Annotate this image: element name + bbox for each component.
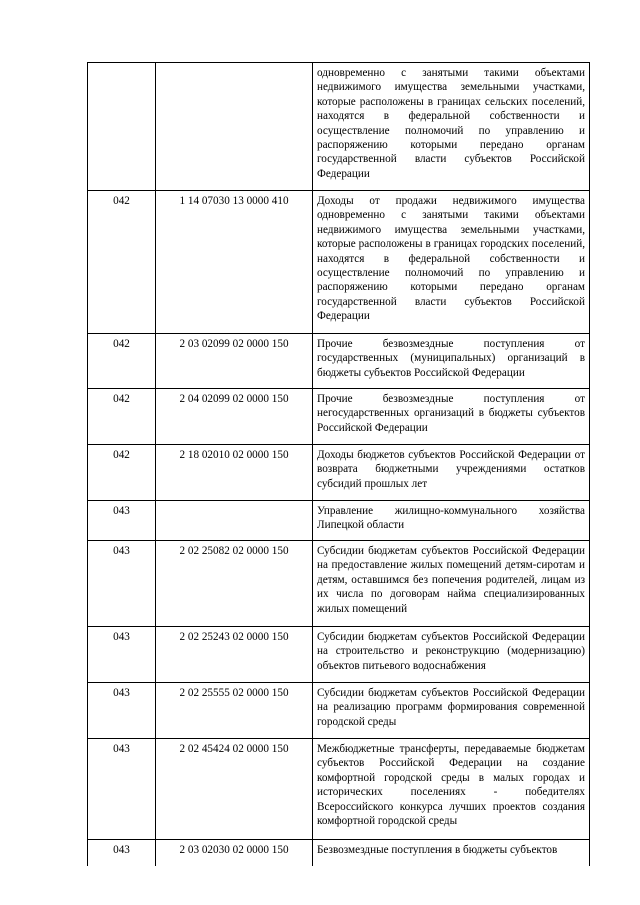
table-row — [88, 191, 590, 334]
table-row — [88, 541, 590, 627]
administrator-code-cell: 043 — [88, 541, 156, 627]
revenue-name-cell: Субсидии бюджетам субъектов Российской Федерации на реализацию программ формирования современной городской среды — [313, 683, 590, 739]
revenue-name-cell: Межбюджетные трансферты, передаваемые бюджетам субъектов Российской Федерации на создание комфортной городской среды в малых городах и исторических поселениях - победителях Всероссийского конкурса лучших проектов создания комфортной городской среды — [313, 739, 590, 840]
table-row — [88, 627, 590, 683]
administrator-code-cell: 042 — [88, 445, 156, 501]
revenue-name-cell: Управление жилищно-коммунального хозяйства Липецкой области — [313, 501, 590, 541]
administrator-code-cell: 043 — [88, 501, 156, 541]
administrator-code-cell: 043 — [88, 683, 156, 739]
administrator-code-cell — [88, 63, 156, 191]
table-row — [88, 840, 590, 866]
administrator-code-cell: 042 — [88, 191, 156, 334]
table-row — [88, 445, 590, 501]
budget-code-cell: 2 02 25082 02 0000 150 — [156, 541, 313, 627]
administrator-code-cell: 042 — [88, 334, 156, 389]
budget-code-cell: 2 03 02030 02 0000 150 — [156, 840, 313, 866]
budget-code-cell: 2 02 25555 02 0000 150 — [156, 683, 313, 739]
revenue-name-cell: Субсидии бюджетам субъектов Российской Федерации на строительство и реконструкцию (модернизацию) объектов питьевого водоснабжения — [313, 627, 590, 683]
table-row — [88, 501, 590, 541]
budget-code-cell: 1 14 07030 13 0000 410 — [156, 191, 313, 334]
budget-code-cell — [156, 501, 313, 541]
administrator-code-cell: 043 — [88, 840, 156, 866]
budget-code-cell: 2 18 02010 02 0000 150 — [156, 445, 313, 501]
budget-code-cell — [156, 63, 313, 191]
revenue-classification-table — [87, 62, 590, 866]
administrator-code-cell: 043 — [88, 627, 156, 683]
revenue-name-cell: Прочие безвозмездные поступления от негосударственных организаций в бюджеты субъектов Российской Федерации — [313, 389, 590, 445]
revenue-name-cell: Прочие безвозмездные поступления от государственных (муниципальных) организаций в бюджеты субъектов Российской Федерации — [313, 334, 590, 389]
table-row — [88, 63, 590, 191]
table-row — [88, 739, 590, 840]
revenue-name-cell: Безвозмездные поступления в бюджеты субъектов — [313, 840, 590, 866]
budget-code-cell: 2 02 25243 02 0000 150 — [156, 627, 313, 683]
revenue-name-cell: Доходы от продажи недвижимого имущества одновременно с занятыми такими объектами недвижимого имущества земельными участками, которые расположены в границах городских поселений, находятся в федеральной собственности и осуществление полномочий по управлению и распоряжению которыми передано органам государственной власти субъектов Российской Федерации — [313, 191, 590, 334]
administrator-code-cell: 042 — [88, 389, 156, 445]
table-row — [88, 334, 590, 389]
budget-code-cell: 2 03 02099 02 0000 150 — [156, 334, 313, 389]
revenue-name-cell: Субсидии бюджетам субъектов Российской Федерации на предоставление жилых помещений детям-сиротам и детям, оставшимся без попечения родителей, лицам из их числа по договорам найма специализированных жилых помещений — [313, 541, 590, 627]
table-row — [88, 683, 590, 739]
budget-code-cell: 2 02 45424 02 0000 150 — [156, 739, 313, 840]
table-row — [88, 389, 590, 445]
budget-code-cell: 2 04 02099 02 0000 150 — [156, 389, 313, 445]
administrator-code-cell: 043 — [88, 739, 156, 840]
revenue-name-cell: одновременно с занятыми такими объектами недвижимого имущества земельными участками, которые расположены в границах сельских поселений, находятся в федеральной собственности и осуществление полномочий по управлению и распоряжению которыми передано органам государственной власти субъектов Российской Федерации — [313, 63, 590, 191]
revenue-name-cell: Доходы бюджетов субъектов Российской Федерации от возврата бюджетными учреждениями остатков субсидий прошлых лет — [313, 445, 590, 501]
